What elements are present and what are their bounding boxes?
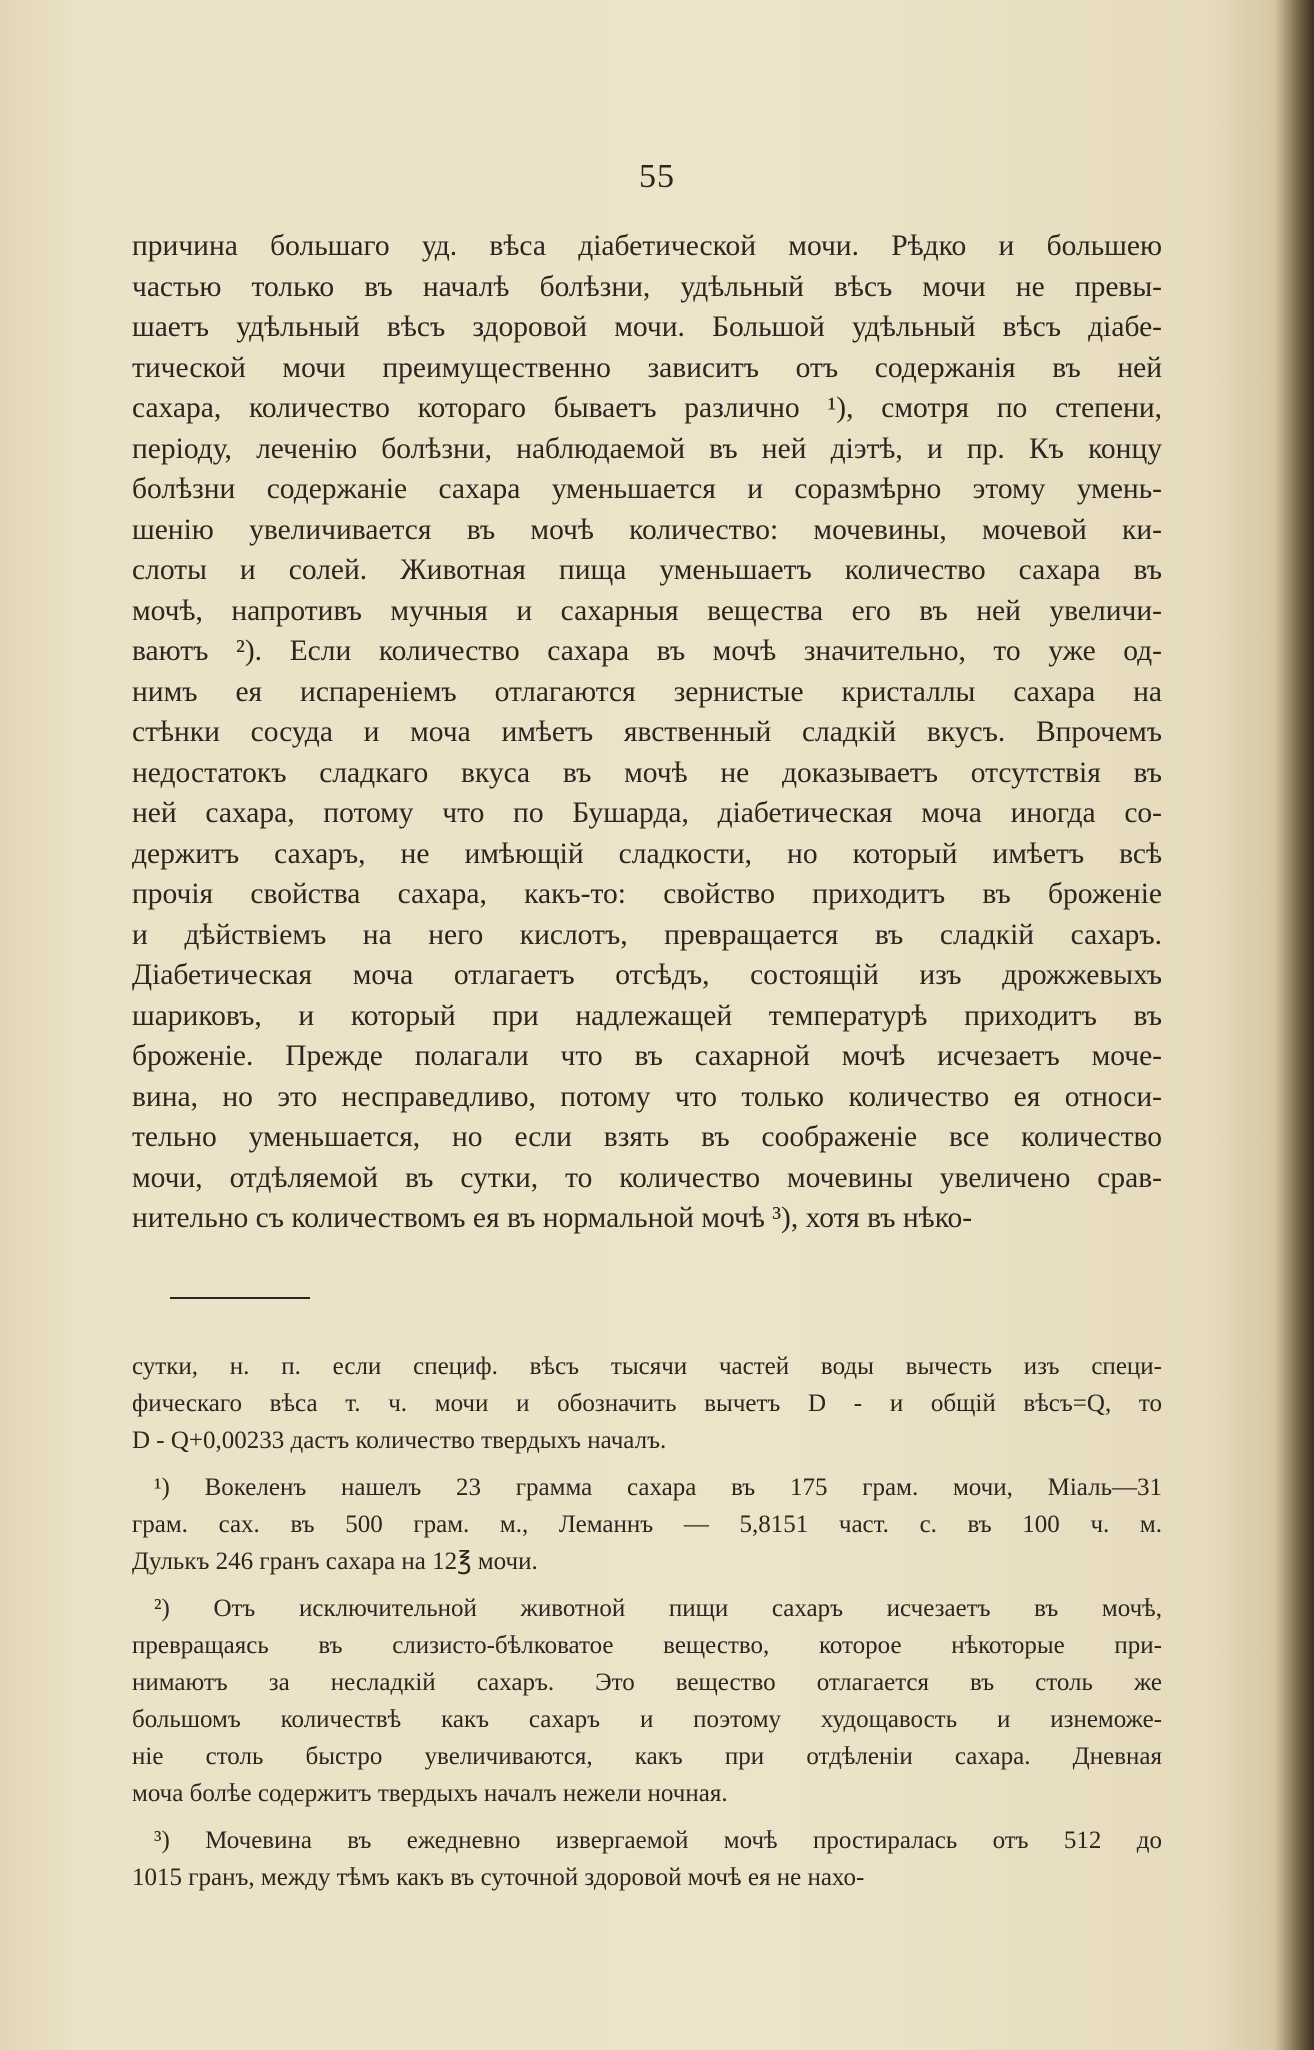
footnote-line: ³) Мочевина въ ежедневно извергаемой мочѣ простиралась отъ 512 до [154, 1827, 1162, 1854]
text-line: тельно уменьшается, но если взять въ соображеніе все количество [132, 1121, 1162, 1153]
text-line: шаетъ удѣльный вѣсъ здоровой мочи. Большой удѣльный вѣсъ діабе- [132, 311, 1162, 343]
footnote-line: ніе столь быстро увеличиваются, какъ при отдѣленіи сахара. Дневная [132, 1743, 1162, 1770]
footnote-line: D - Q+0,00233 дастъ количество твердыхъ началъ. [132, 1427, 667, 1454]
text-line: держитъ сахаръ, не имѣющій сладкости, но который имѣетъ всѣ [132, 837, 1162, 870]
text-line: броженіе. Прежде полагали что въ сахарной мочѣ исчезаетъ моче- [132, 1040, 1162, 1072]
main-text [132, 226, 1162, 1239]
text-line: нительно съ количествомъ ея въ нормальной мочѣ ³), хотя въ нѣко- [132, 1202, 973, 1234]
footnote [132, 1822, 1162, 1896]
text-line: недостатокъ сладкаго вкуса въ мочѣ не доказываетъ отсутствія въ [132, 756, 1162, 789]
text-line: нимъ ея испареніемъ отлагаются зернистые кристаллы сахара на [132, 675, 1162, 708]
text-line: прочія свойства сахара, какъ-то: свойство приходитъ въ броженіе [132, 878, 1162, 910]
footnote [132, 1590, 1162, 1812]
text-line: шенію увеличивается въ мочѣ количество: мочевины, мочевой ки- [132, 513, 1162, 546]
footnote-line: 1015 гранъ, между тѣмъ какъ въ суточной здоровой мочѣ ея не нахо- [132, 1864, 865, 1891]
footnote-line: фическаго вѣса т. ч. мочи и обозначить вычетъ D - и общій вѣсъ=Q, то [132, 1390, 1162, 1417]
text-line: сахара, количество котораго бываетъ различно ¹), смотря по степени, [132, 392, 1162, 424]
footnote-line: ²) Отъ исключительной животной пищи сахаръ исчезаетъ въ мочѣ, [154, 1595, 1162, 1622]
footnote-separator [170, 1297, 310, 1299]
text-line: и дѣйствіемъ на него кислотъ, превращается въ сладкій сахаръ. [132, 918, 1162, 951]
text-line: мочѣ, напротивъ мучныя и сахарныя вещества его въ ней увеличи- [132, 594, 1162, 627]
footnote-line: превращаясь въ слизисто-бѣлковатое вещество, которое нѣкоторые при- [132, 1632, 1162, 1659]
text-line: періоду, леченію болѣзни, наблюдаемой въ ней діэтѣ, и пр. Къ концу [132, 432, 1162, 465]
text-line: причина большаго уд. вѣса діабетической мочи. Рѣдко и большею [132, 230, 1162, 262]
text-line: мочи, отдѣляемой въ сутки, то количество мочевины увеличено срав- [132, 1161, 1162, 1194]
text-line: слоты и солей. Животная пища уменьшаетъ количество сахара въ [132, 554, 1162, 586]
text-line: частью только въ началѣ болѣзни, удѣльный вѣсъ мочи не превы- [132, 270, 1162, 303]
text-line: Діабетическая моча отлагаетъ отсѣдъ, состоящій изъ дрожжевыхъ [132, 959, 1162, 991]
footnote-line: Дулькъ 246 гранъ сахара на 12℥ мочи. [132, 1548, 538, 1575]
text-line: ваютъ ²). Если количество сахара въ мочѣ значительно, то уже од- [132, 635, 1162, 667]
text-line: ней сахара, потому что по Бушарда, діабетическая моча иногда со- [132, 797, 1162, 829]
footnotes [132, 1348, 1162, 1906]
footnote-line: большомъ количествѣ какъ сахаръ и поэтому худощавость и изнеможе- [132, 1706, 1162, 1733]
footnote [132, 1469, 1162, 1580]
footnote-continuation [132, 1348, 1162, 1459]
text-line: шариковъ, и который при надлежащей температурѣ приходитъ въ [132, 999, 1162, 1032]
text-line: тической мочи преимущественно зависитъ отъ содержанія въ ней [132, 351, 1162, 384]
footnote-line: нимаютъ за несладкій сахаръ. Это вещество отлагается въ столь же [132, 1669, 1162, 1696]
text-line: болѣзни содержаніе сахара уменьшается и соразмѣрно этому умень- [132, 473, 1162, 505]
footnote-line: моча болѣе содержитъ твердыхъ началъ нежели ночная. [132, 1780, 728, 1807]
text-line: вина, но это несправедливо, потому что только количество ея относи- [132, 1080, 1162, 1113]
footnote-line: сутки, н. п. если специф. вѣсъ тысячи частей воды вычесть изъ специ- [132, 1353, 1162, 1380]
page-number: 55 [639, 158, 675, 195]
text-line: стѣнки сосуда и моча имѣетъ явственный сладкій вкусъ. Впрочемъ [132, 716, 1162, 748]
footnote-line: грам. сах. въ 500 грам. м., Леманнъ — 5,8151 част. с. въ 100 ч. м. [132, 1511, 1162, 1538]
footnote-line: ¹) Вокеленъ нашелъ 23 грамма сахара въ 175 грам. мочи, Міаль—31 [154, 1474, 1162, 1501]
